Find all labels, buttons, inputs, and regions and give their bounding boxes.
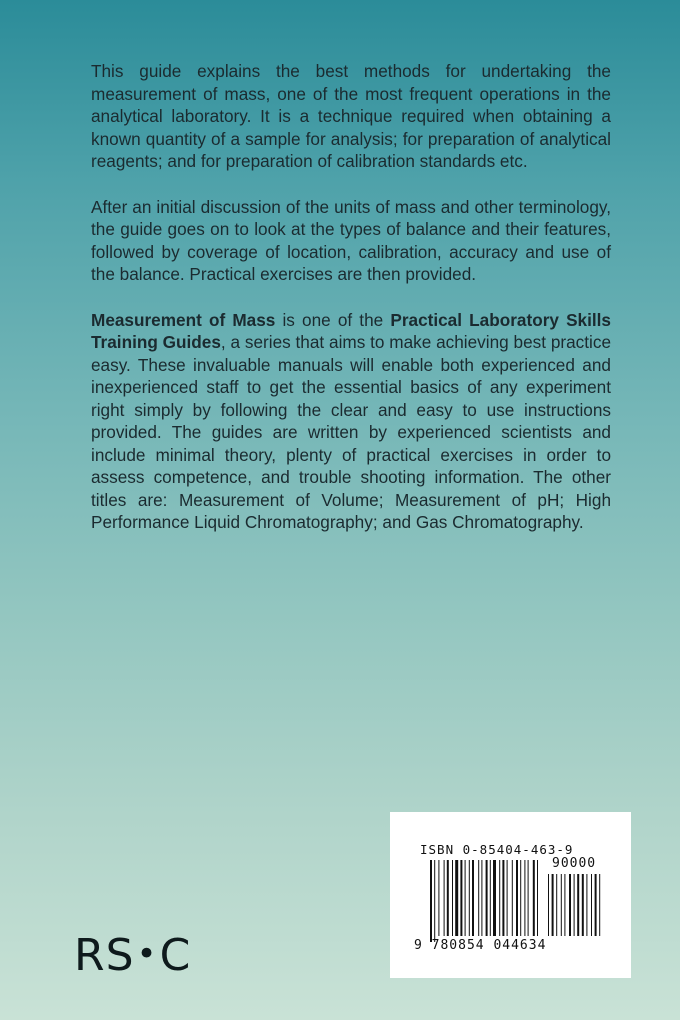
barcode-bar bbox=[520, 860, 521, 936]
logo-text-left: RS bbox=[74, 930, 135, 981]
barcode-addon-bar bbox=[582, 874, 584, 936]
book-title: Measurement of Mass bbox=[91, 309, 276, 330]
barcode-addon-bar bbox=[564, 874, 565, 936]
barcode-bar bbox=[512, 860, 513, 936]
barcode-addon-bar bbox=[574, 874, 575, 936]
barcode-bar bbox=[499, 860, 500, 936]
barcode-addon-bar bbox=[552, 874, 554, 936]
logo-dot: • bbox=[136, 934, 158, 974]
barcode-panel bbox=[390, 812, 631, 978]
barcode-addon-bar bbox=[577, 874, 579, 936]
barcode-bar bbox=[516, 860, 518, 936]
series-text-1: is one of the bbox=[275, 309, 391, 330]
barcode-addon-bar bbox=[569, 874, 571, 936]
rsc-logo bbox=[74, 930, 191, 981]
barcode-graphic bbox=[390, 812, 631, 978]
barcode-addon-bar bbox=[591, 874, 592, 936]
barcode-addon-bar bbox=[595, 874, 597, 936]
barcode-bar bbox=[478, 860, 479, 936]
paragraph-series bbox=[91, 309, 611, 534]
barcode-addon-digits: 90000 bbox=[552, 856, 597, 871]
barcode-bar bbox=[481, 860, 482, 936]
barcode-bar bbox=[537, 860, 538, 936]
barcode-bar bbox=[524, 860, 525, 936]
barcode-bar bbox=[465, 860, 466, 936]
paragraph-intro: This guide explains the best methods for undertaking the measurement of mass, one of the most frequent operations in the analytical laboratory. It is a technique required when obtaining a known quantity of a sample for analysis; for preparation of analytical reagents; and for preparation of calibration standards etc. bbox=[91, 61, 611, 171]
logo-text-right: C bbox=[159, 930, 192, 981]
barcode-bar bbox=[430, 860, 432, 942]
barcode-bar bbox=[452, 860, 453, 936]
barcode-bar bbox=[507, 860, 508, 936]
barcode-digits: 9 780854 044634 bbox=[414, 938, 547, 953]
barcode-addon-bar bbox=[548, 874, 549, 936]
barcode-bar bbox=[493, 860, 496, 936]
barcode-bar bbox=[533, 860, 535, 936]
barcode-addon-bar bbox=[586, 874, 587, 936]
barcode-bar bbox=[469, 860, 470, 936]
paragraph-contents: After an initial discussion of the units of mass and other terminology, the guide goes on to look at the types of balance and their features, followed by coverage of location, calibration, accuracy and use of the balance. Practical exercises are then provided. bbox=[91, 196, 611, 284]
barcode-bar bbox=[490, 860, 491, 936]
barcode-addon-bar bbox=[561, 874, 562, 936]
back-cover-text bbox=[91, 60, 611, 557]
barcode-bar bbox=[486, 860, 488, 936]
series-text-2: , a series that aims to make achieving best practice easy. These invaluable manuals will enable both experienced and inexperienced staff to get the essential basics of any experiment right simply by following the clear and easy to use instructions provided. The guides are written by experienced scientists and include minimal theory, plenty of practical exercises in order to assess competence, and trouble shooting information. The other titles are: Measurement of Volume; Measurement of pH; High Performance Liquid Chromatography; and Gas Chromatography. bbox=[91, 332, 611, 532]
barcode-bar bbox=[472, 860, 474, 936]
barcode-bar bbox=[434, 860, 435, 942]
barcode-bar bbox=[460, 860, 462, 936]
isbn-label: ISBN 0-85404-463-9 bbox=[420, 842, 574, 857]
barcode-bar bbox=[455, 860, 458, 936]
barcode-bar bbox=[502, 860, 504, 936]
barcode-bar bbox=[444, 860, 445, 936]
barcode-bar bbox=[438, 860, 439, 936]
barcode-addon-bar bbox=[556, 874, 557, 936]
barcode-bar bbox=[528, 860, 529, 936]
barcode-bar bbox=[447, 860, 449, 936]
series-title: Practical Laboratory Skills Training Guides bbox=[91, 309, 611, 352]
barcode-addon-bar bbox=[599, 874, 600, 936]
